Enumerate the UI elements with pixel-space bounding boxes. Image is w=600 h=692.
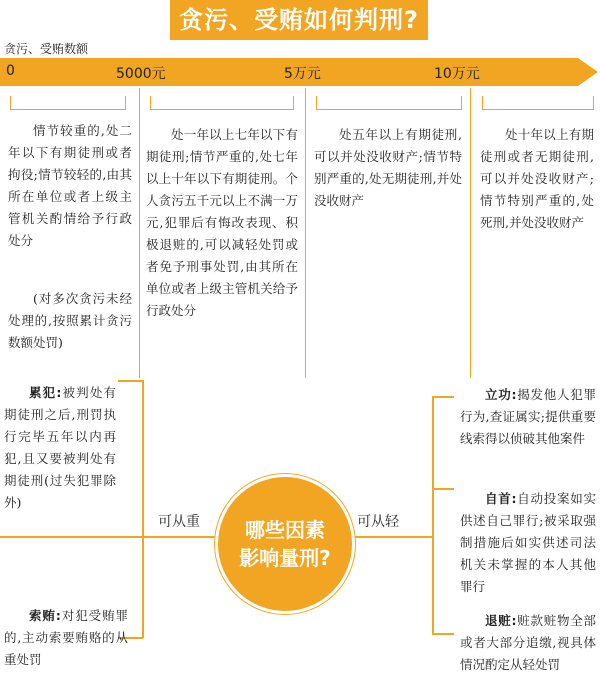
left-bracket-vertical [142, 380, 144, 638]
column-4-text: 处十年以上有期徒刑或者无期徒刑,可以并处没收财产;情节特别严重的,处死刑,并处没收财产 [480, 127, 594, 230]
column-1-text: 情节较重的,处二年以下有期徒刑或者拘役;情节较轻的,由其所在单位或者上级主管机关酌情给予行政处分 [8, 123, 132, 248]
factor-return-of-proceeds [460, 610, 596, 676]
factor-desc: 被判处有期徒刑之后,刑罚执行完毕五年以内再犯,且又要被判处有期徒刑(过失犯罪除外) [4, 385, 116, 510]
center-line-1: 哪些因素 [245, 518, 325, 542]
right-bracket-bottom [432, 633, 454, 635]
axis-tick-50k: 5万元 [284, 66, 321, 82]
column-2-text: 处一年以上七年以下有期徒刑;情节严重的,处七年以上十年以下有期徒刑。个人贪污五千元以上不满一万元,犯罪后有悔改表现、积极退赃的,可以减轻处罚或者免予刑事处罚,由其所在单位或者上级主管机关给予行政处分 [146, 127, 298, 318]
range-bracket-2 [150, 96, 294, 110]
column-divider [139, 88, 140, 378]
heavier-label: 可从重 [158, 514, 200, 530]
range-bracket-1 [10, 96, 126, 110]
axis-caption: 贪污、受贿数额 [4, 42, 89, 56]
range-bracket-3 [316, 96, 462, 110]
axis-tick-0: 0 [6, 63, 15, 79]
factor-desc: 揭发他人犯罪行为,查证属实;提供重要线索得以侦破其他案件 [460, 387, 596, 446]
column-1-note: (对多次贪污未经处理的,按照累计贪污数额处罚) [8, 291, 132, 350]
column-3-text: 处五年以上有期徒刑,可以并处没收财产;情节特别严重的,处无期徒刑,并处没收财产 [314, 127, 462, 208]
factor-recidivism [4, 382, 116, 514]
factor-meritorious-service [460, 384, 596, 450]
column-divider [470, 88, 471, 378]
factor-desc: 对犯受贿罪的,主动索要贿赂的从重处罚 [4, 608, 128, 667]
range-bracket-4 [482, 96, 594, 110]
axis-tick-5000: 5000元 [116, 66, 166, 82]
factor-soliciting-bribe [4, 605, 128, 671]
factor-surrender [460, 488, 596, 598]
right-bracket-vertical [432, 396, 434, 634]
left-bracket-top [118, 380, 143, 382]
factor-term: 立功: [485, 387, 517, 402]
lighter-label: 可从轻 [357, 514, 399, 530]
right-bracket-top [432, 396, 454, 398]
center-line-2: 影响量刑? [239, 546, 331, 570]
factor-term: 退赃: [485, 613, 517, 628]
factor-term: 索贿: [29, 608, 61, 623]
page-title: 贪污、受贿如何判刑? [170, 0, 428, 40]
axis-tick-100k: 10万元 [434, 66, 480, 82]
column-divider [305, 88, 306, 378]
factor-desc: 自动投案如实供述自己罪行;被采取强制措施后如实供述司法机关未掌握的本人其他罪行 [460, 491, 596, 594]
connector-left [0, 536, 215, 538]
center-question-circle [215, 474, 355, 614]
factor-term: 累犯: [29, 385, 62, 400]
connector-right [352, 536, 432, 538]
factor-term: 自首: [485, 491, 517, 506]
right-bracket-middle [432, 488, 454, 490]
factor-desc: 赃款赃物全部或者大部分追缴,视具体情况酌定从轻处罚 [460, 613, 596, 672]
